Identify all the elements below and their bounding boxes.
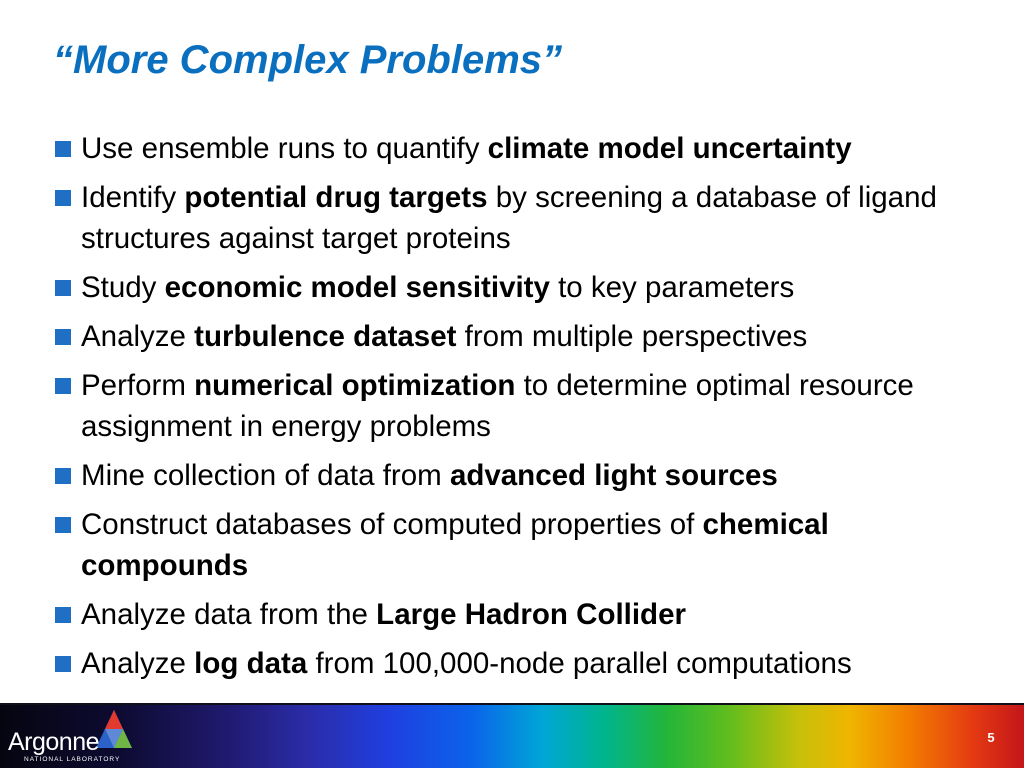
bullet-emphasis: economic model sensitivity bbox=[164, 271, 550, 304]
bullet-text: Mine collection of data from bbox=[81, 459, 450, 492]
slide-title: “More Complex Problems” bbox=[53, 38, 563, 82]
bullet-text: Analyze bbox=[81, 647, 195, 680]
bullet-square-icon bbox=[55, 190, 71, 206]
bullet-text: Use ensemble runs to quantify bbox=[81, 132, 488, 165]
bullet-emphasis: log data bbox=[194, 647, 308, 680]
bullet-item bbox=[55, 365, 990, 447]
bullet-item bbox=[55, 455, 990, 496]
bullet-text: Construct databases of computed properties of bbox=[81, 508, 703, 541]
footer-divider bbox=[0, 703, 1024, 705]
bullet-square-icon bbox=[55, 280, 71, 296]
bullet-list bbox=[55, 128, 990, 692]
bullet-item bbox=[55, 267, 990, 308]
bullet-emphasis: chemical compounds bbox=[81, 508, 829, 582]
logo-subtext: NATIONAL LABORATORY bbox=[24, 756, 121, 763]
bullet-item bbox=[55, 177, 990, 259]
argonne-triangle-icon bbox=[94, 708, 134, 752]
bullet-emphasis: turbulence dataset bbox=[194, 320, 457, 353]
bullet-square-icon bbox=[55, 607, 71, 623]
bullet-square-icon bbox=[55, 141, 71, 157]
bullet-text: by screening a database of ligand structures against target proteins bbox=[81, 181, 937, 255]
bullet-text: from 100,000-node parallel computations bbox=[307, 647, 852, 680]
bullet-square-icon bbox=[55, 468, 71, 484]
footer-spectrum-bar bbox=[0, 703, 1024, 768]
bullet-item bbox=[55, 316, 990, 357]
bullet-item bbox=[55, 128, 990, 169]
bullet-text: Analyze bbox=[81, 320, 195, 353]
bullet-emphasis: numerical optimization bbox=[194, 369, 516, 402]
bullet-item bbox=[55, 504, 990, 586]
bullet-square-icon bbox=[55, 517, 71, 533]
bullet-square-icon bbox=[55, 656, 71, 672]
bullet-text: Perform bbox=[81, 369, 195, 402]
bullet-emphasis: climate model uncertainty bbox=[487, 132, 852, 165]
page-number: 5 bbox=[987, 730, 995, 745]
bullet-text: to determine optimal resource assignment in energy problems bbox=[81, 369, 914, 443]
bullet-emphasis: Large Hadron Collider bbox=[376, 598, 686, 631]
bullet-emphasis: potential drug targets bbox=[184, 181, 488, 214]
logo-wordmark: Argonne bbox=[8, 728, 100, 756]
bullet-item bbox=[55, 643, 990, 684]
bullet-text: Identify bbox=[81, 181, 185, 214]
bullet-item bbox=[55, 594, 990, 635]
bullet-text: from multiple perspectives bbox=[456, 320, 808, 353]
bullet-text: Analyze data from the bbox=[81, 598, 377, 631]
bullet-square-icon bbox=[55, 378, 71, 394]
bullet-text: Study bbox=[81, 271, 165, 304]
bullet-emphasis: advanced light sources bbox=[449, 459, 778, 492]
argonne-logo bbox=[6, 706, 141, 766]
bullet-text: to key parameters bbox=[549, 271, 795, 304]
bullet-square-icon bbox=[55, 329, 71, 345]
